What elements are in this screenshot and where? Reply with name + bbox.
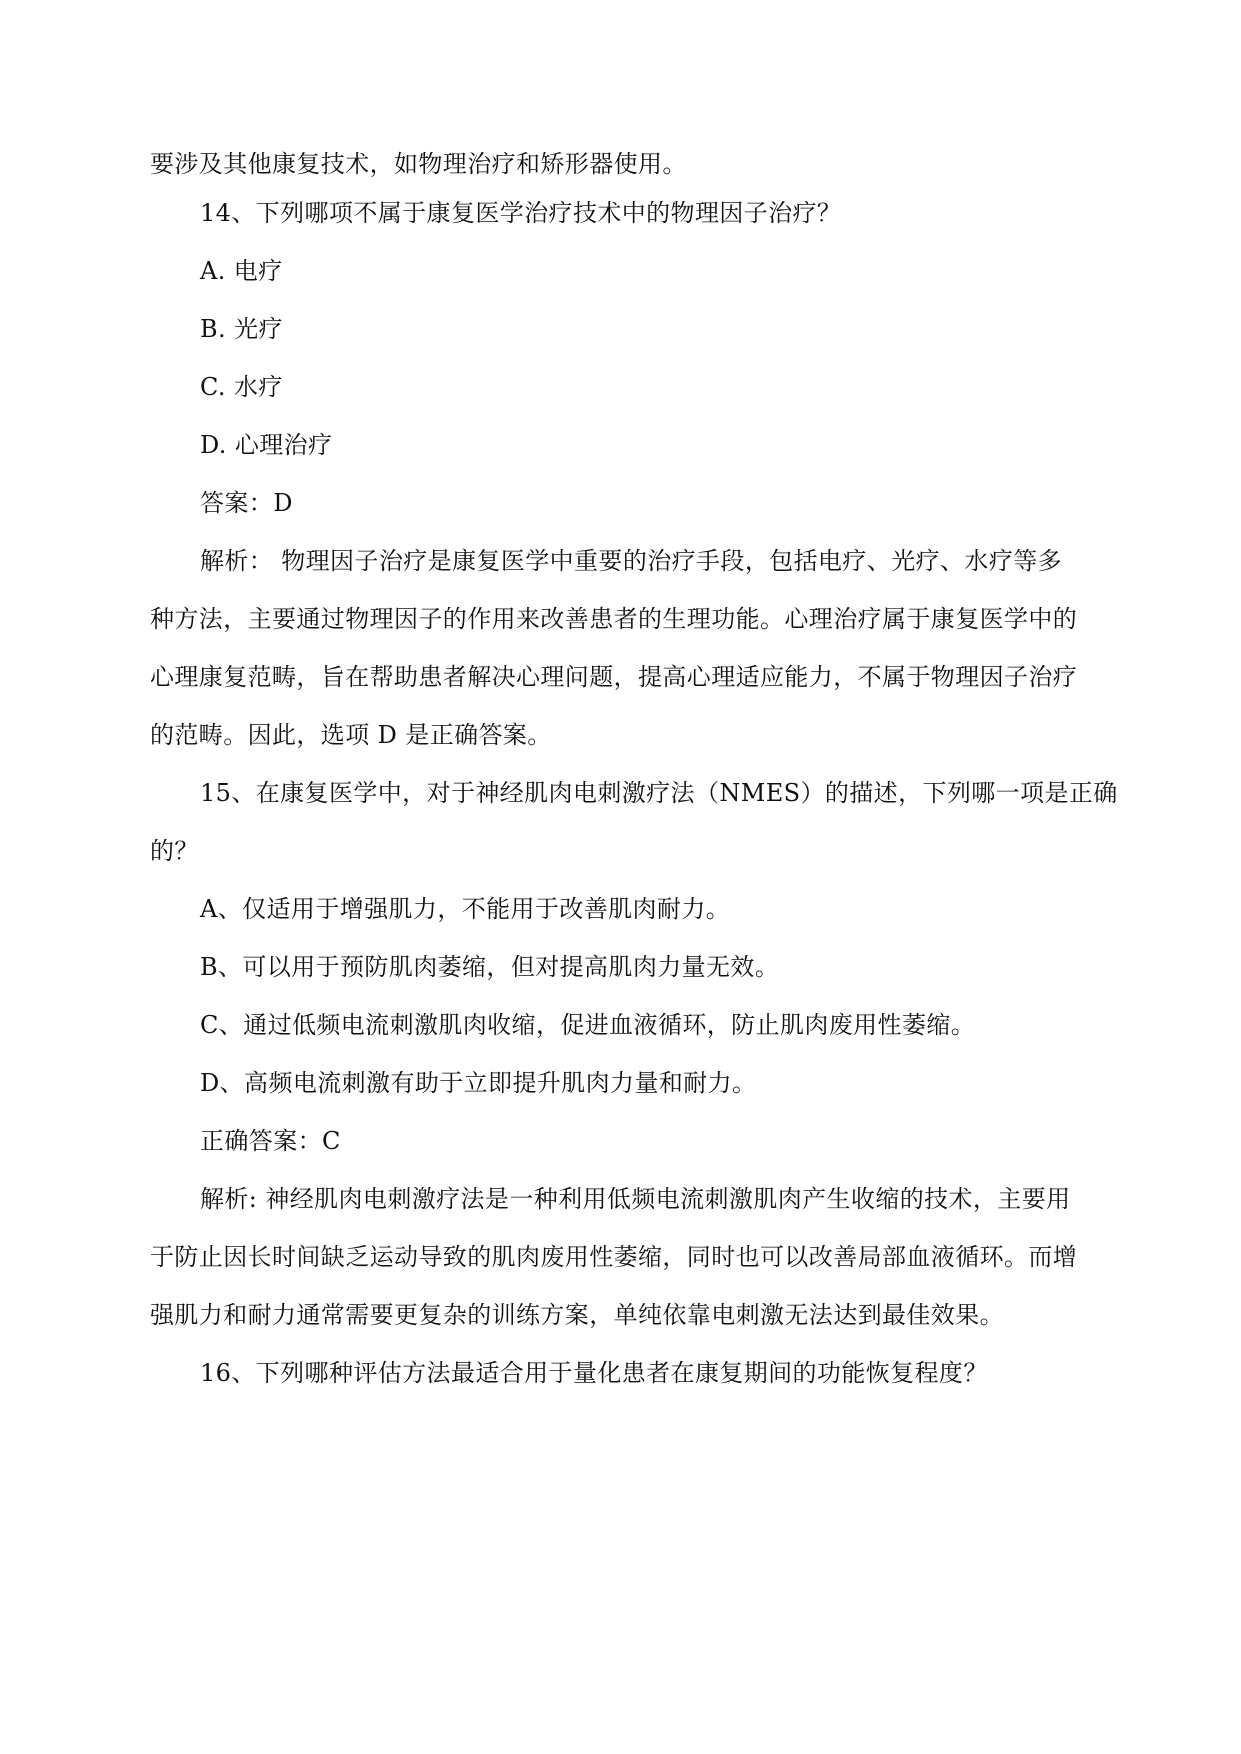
option-b: B. 光疗 bbox=[200, 315, 283, 343]
explanation-line: 解析: 神经肌肉电刺激疗法是一种利用低频电流刺激肌肉产生收缩的技术，主要用 bbox=[200, 1185, 1071, 1213]
question-15: 15、在康复医学中，对于神经肌肉电刺激疗法（NMES）的描述，下列哪一项是正确 bbox=[200, 779, 1118, 807]
option-d: D. 心理治疗 bbox=[200, 431, 333, 459]
explanation-line: 强肌力和耐力通常需要更复杂的训练方案，单纯依靠电刺激无法达到最佳效果。 bbox=[150, 1301, 1004, 1329]
explanation-line: 解析： 物理因子治疗是康复医学中重要的治疗手段，包括电疗、光疗、水疗等多 bbox=[200, 547, 1063, 575]
question-14: 14、下列哪项不属于康复医学治疗技术中的物理因子治疗？ bbox=[200, 199, 842, 227]
text-line-continuation: 要涉及其他康复技术，如物理治疗和矫形器使用。 bbox=[150, 150, 687, 178]
explanation-line: 种方法，主要通过物理因子的作用来改善患者的生理功能。心理治疗属于康复医学中的 bbox=[150, 605, 1078, 633]
explanation-line: 于防止因长时间缺乏运动导致的肌肉废用性萎缩，同时也可以改善局部血液循环。而增 bbox=[150, 1243, 1078, 1271]
explanation-line: 的范畴。因此，选项 D 是正确答案。 bbox=[150, 721, 552, 749]
option-b: B、可以用于预防肌肉萎缩，但对提高肌肉力量无效。 bbox=[200, 953, 780, 981]
option-c: C. 水疗 bbox=[200, 373, 283, 401]
question-15-continuation: 的？ bbox=[150, 837, 199, 865]
answer: 答案：D bbox=[200, 489, 293, 517]
option-a: A、仅适用于增强肌力，不能用于改善肌肉耐力。 bbox=[200, 895, 731, 923]
correct-answer: 正确答案：C bbox=[200, 1127, 341, 1155]
option-a: A. 电疗 bbox=[200, 257, 283, 285]
question-16: 16、下列哪种评估方法最适合用于量化患者在康复期间的功能恢复程度？ bbox=[200, 1359, 988, 1387]
explanation-line: 心理康复范畴，旨在帮助患者解决心理问题，提高心理适应能力，不属于物理因子治疗 bbox=[150, 663, 1078, 691]
option-c: C、通过低频电流刺激肌肉收缩，促进血液循环，防止肌肉废用性萎缩。 bbox=[200, 1011, 976, 1039]
option-d: D、高频电流刺激有助于立即提升肌肉力量和耐力。 bbox=[200, 1069, 757, 1097]
